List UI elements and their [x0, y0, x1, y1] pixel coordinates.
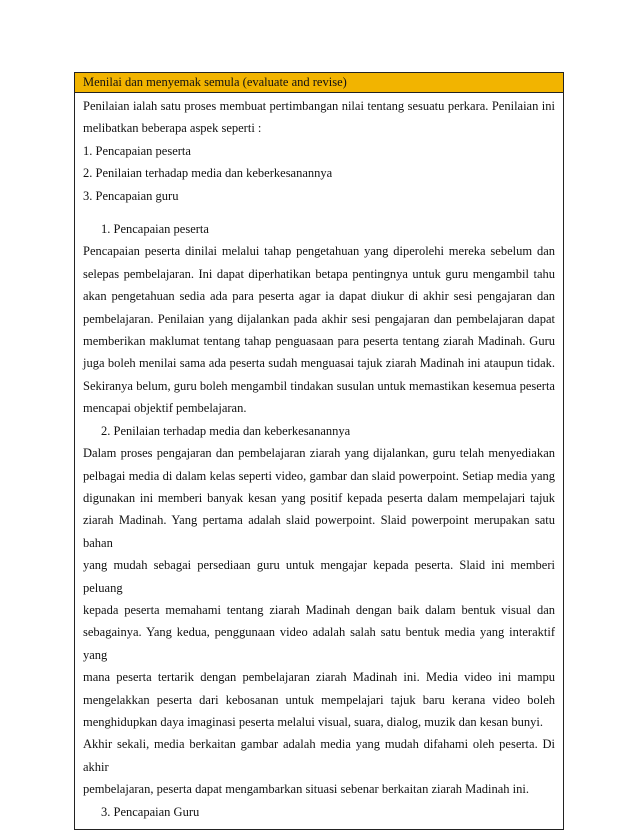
document-table [74, 72, 564, 830]
spacer [83, 207, 555, 218]
part2-line: sebagainya. Yang kedua, penggunaan video adalah salah satu bentuk media yang interaktif yang [83, 625, 555, 662]
part3-heading: 3. Pencapaian Guru [101, 804, 200, 819]
part1-heading: 1. Pencapaian peserta [101, 222, 209, 237]
part1-line: akan pengetahuan sedia ada para peserta agar ia dapat diukur di akhir sesi pengajaran dan [83, 289, 555, 304]
part2-line: ziarah Madinah. Yang pertama adalah slaid powerpoint. Slaid powerpoint merupakan satu bahan [83, 513, 555, 550]
intro-line: melibatkan beberapa aspek seperti : [83, 121, 262, 136]
part2-heading: 2. Penilaian terhadap media dan keberkesanannya [101, 423, 351, 438]
part2-line: Akhir sekali, media berkaitan gambar adalah media yang mudah difahami oleh peserta. Di akhir [83, 737, 555, 774]
part2-line: pembelajaran, peserta dapat mengambarkan situasi sebenar berkaitan ziarah Madinah ini. [83, 782, 529, 797]
aspect-item: 1. Pencapaian peserta [83, 143, 191, 158]
part1-line: Pencapaian peserta dinilai melalui tahap pengetahuan yang diperolehi mereka sebelum dan [83, 244, 555, 259]
part2-line: mana peserta tertarik dengan pembelajaran ziarah Madinah ini. Media video ini mampu [83, 670, 555, 685]
part1-line: juga boleh menilai sama ada peserta sudah menguasai tajuk ziarah Madinah ini ataupun tidak. [83, 356, 555, 371]
aspect-item: 3. Pencapaian guru [83, 188, 179, 203]
part2-line: pelbagai media di dalam kelas seperti video, gambar dan slaid powerpoint. Setiap media yang [83, 468, 555, 483]
aspect-item: 2. Penilaian terhadap media dan keberkesanannya [83, 166, 333, 181]
section-header: Menilai dan menyemak semula (evaluate and revise) [75, 73, 563, 93]
part1-line: memberikan maklumat tentang tahap penguasaan para peserta tentang ziarah Madinah. Guru [83, 334, 555, 349]
part2-line: mengelakkan peserta dari kebosanan untuk mempelajari tajuk baru kerana video boleh [83, 692, 555, 707]
part1-line: pembelajaran. Penilaian yang dijalankan pada akhir sesi pengajaran dan pembelajaran dapat [83, 311, 555, 326]
part1-line: selepas pembelajaran. Ini dapat diperhatikan betapa pentingnya untuk guru mengambil tahu [83, 266, 555, 281]
part1-line: mencapai objektif pembelajaran. [83, 401, 247, 416]
part2-line: kepada peserta memahami tentang ziarah Madinah dengan baik dalam bentuk visual dan [83, 602, 555, 617]
intro-line: Penilaian ialah satu proses membuat pertimbangan nilai tentang sesuatu perkara. Penilaian ini [83, 99, 555, 113]
part2-line: digunakan ini memberi banyak kesan yang positif kepada peserta dalam mempelajari tajuk [83, 490, 555, 505]
section-body [75, 93, 563, 829]
part2-line: menghidupkan daya imaginasi peserta melalui visual, suara, dialog, muzik dan kesan bunyi. [83, 714, 543, 729]
part2-line: Dalam proses pengajaran dan pembelajaran ziarah yang dijalankan, guru telah menyediakan [83, 446, 555, 461]
part1-line: Sekiranya belum, guru boleh mengambil tindakan susulan untuk memastikan kesemua peserta [83, 378, 555, 393]
part2-line: yang mudah sebagai persediaan guru untuk mengajar kepada peserta. Slaid ini memberi peluang [83, 558, 555, 595]
